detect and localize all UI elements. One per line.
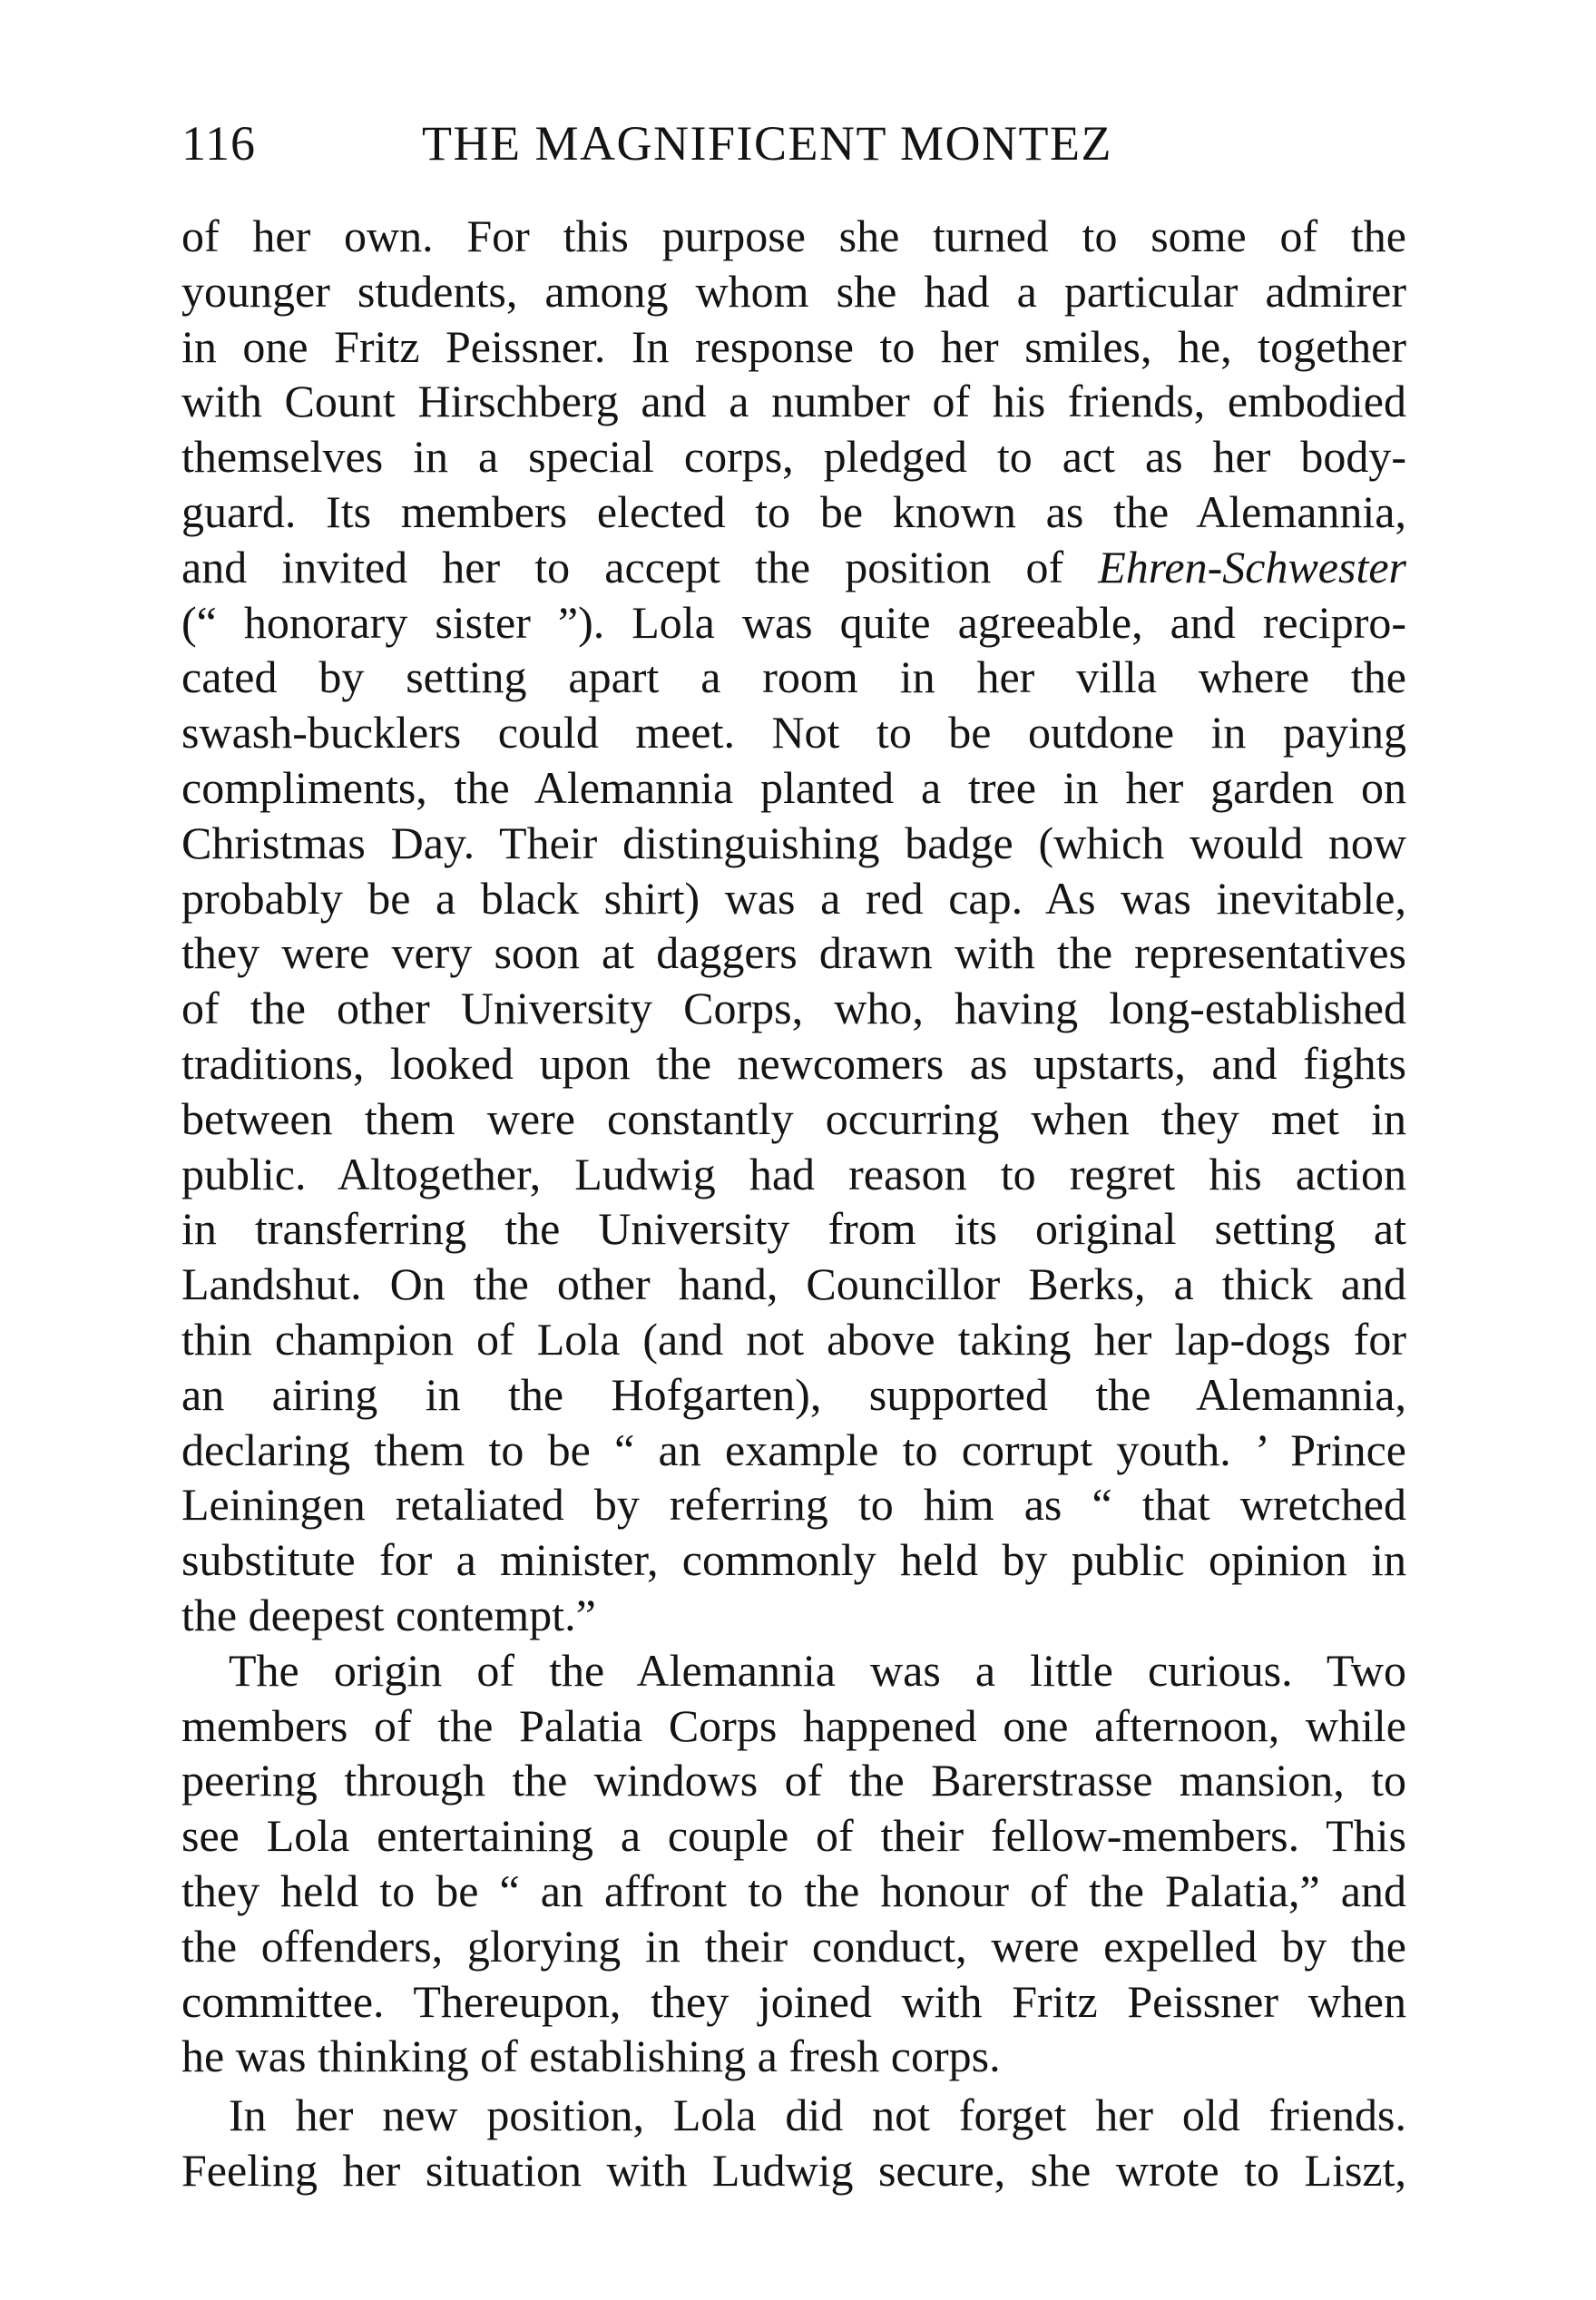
text-line: The origin of the Alemannia was a little curious. Two [229, 1644, 1406, 1696]
page-header [181, 107, 1415, 180]
text-line: traditions, looked upon the newcomers as upstarts, and fights [181, 1037, 1406, 1089]
text-line: compliments, the Alemannia planted a tree in her garden on [181, 761, 1406, 813]
text-line: Leiningen retaliated by referring to him as “ that wretched [181, 1479, 1406, 1531]
text-line: an airing in the Hofgarten), supported the Alemannia, [181, 1368, 1406, 1420]
text-line: in one Fritz Peissner. In response to her smiles, he, together [181, 320, 1406, 372]
text-line: younger students, among whom she had a particular admirer [181, 265, 1406, 317]
text-line: with Count Hirschberg and a number of his friends, embodied [181, 376, 1406, 427]
text-line: of her own. For this purpose she turned to some of the [181, 210, 1406, 261]
text-line: guard. Its members elected to be known as the Alemannia, [181, 485, 1406, 537]
italic-term: Ehren-Schwester [1098, 541, 1406, 592]
text-line-segment: and invited her to accept the position of [181, 541, 1099, 592]
text-line: (“ honorary sister ”). Lola was quite agreeable, and recipro- [181, 596, 1406, 648]
text-line: of the other University Corps, who, having long-established [181, 983, 1406, 1034]
body-text [181, 209, 1406, 2198]
text-line: he was thinking of establishing a fresh corps. [181, 2031, 1001, 2082]
text-line: they were very soon at daggers drawn with the representatives [181, 927, 1406, 979]
page-number: 116 [181, 116, 256, 171]
text-line: declaring them to be “ an example to corrupt youth. ’ Prince [181, 1424, 1406, 1475]
text-line: themselves in a special corps, pledged to act as her body- [181, 431, 1406, 483]
text-line: see Lola entertaining a couple of their fellow-members. This [181, 1810, 1406, 1862]
running-title: THE MAGNIFICENT MONTEZ [422, 116, 1112, 171]
text-line: swash-bucklers could meet. Not to be outdone in paying [181, 707, 1406, 759]
text-line: members of the Palatia Corps happened one afternoon, while [181, 1699, 1406, 1751]
text-line: the offenders, glorying in their conduct, were expelled by the [181, 1920, 1406, 1972]
text-line: public. Altogether, Ludwig had reason to regret his action [181, 1148, 1406, 1199]
text-line: they held to be “ an affront to the honour of the Palatia,” and [181, 1864, 1406, 1916]
text-line: cated by setting apart a room in her villa where the [181, 651, 1406, 703]
text-line: In her new position, Lola did not forget her old friends. [229, 2090, 1406, 2141]
text-line: Feeling her situation with Ludwig secure, she wrote to Liszt, [181, 2144, 1406, 2196]
text-line: the deepest contempt.” [181, 1589, 596, 1640]
text-line: probably be a black shirt) was a red cap. As was inevitable, [181, 872, 1406, 924]
text-line: committee. Thereupon, they joined with Fritz Peissner when [181, 1975, 1406, 2027]
text-line: peering through the windows of the Barerstrasse mansion, to [181, 1755, 1406, 1806]
text-line: in transferring the University from its original setting at [181, 1203, 1406, 1255]
text-line [181, 540, 1406, 595]
text-line: Landshut. On the other hand, Councillor Berks, a thick and [181, 1258, 1406, 1310]
text-line: Christmas Day. Their distinguishing badge (which would now [181, 817, 1406, 868]
text-line: between them were constantly occurring when they met in [181, 1092, 1406, 1144]
text-line: thin champion of Lola (and not above taking her lap-dogs for [181, 1313, 1406, 1365]
text-line: substitute for a minister, commonly held by public opinion in [181, 1534, 1406, 1586]
